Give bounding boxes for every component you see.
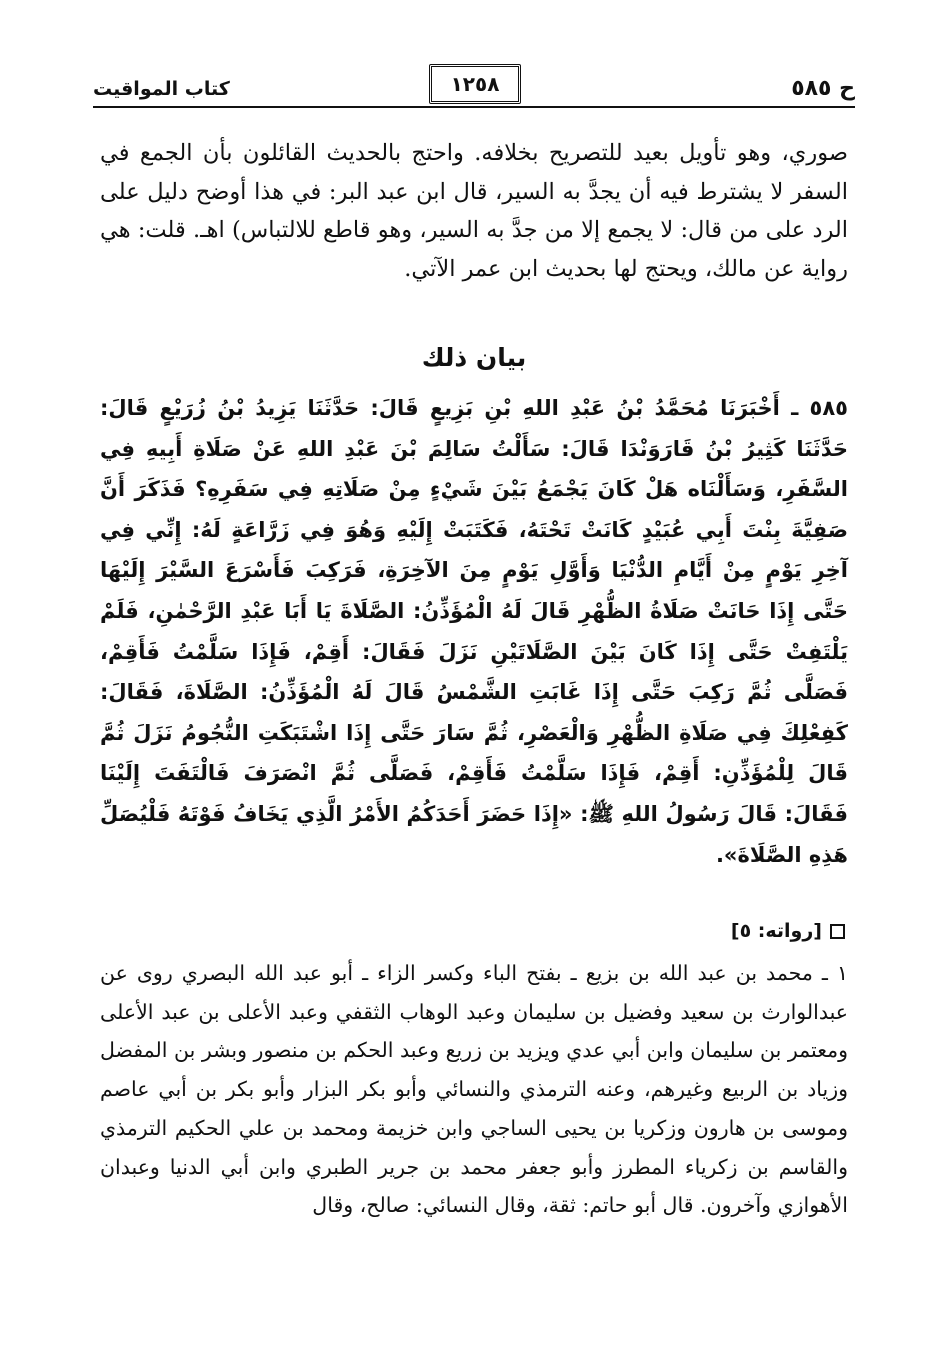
- square-bullet-icon: [830, 924, 845, 939]
- narrators-heading: [رواته: ٥]: [730, 920, 822, 942]
- narrators-paragraph: ١ ـ محمد بن عبد الله بن بزيع ـ بفتح الباء وكسر الزاء ـ أبو عبد الله البصري روى عن عبدالوارث بن سعيد وفضيل بن سليمان وعبد الوهاب الثقفي وعبد الأعلى بن عبد الأعلى ومعتمر بن سليمان وابن أبي عدي ويزيد بن زريع وعبد الحكم بن منصور وبشر بن المفضل وزياد بن الربيع وغيرهم، وعنه الترمذي والنسائي وأبو بكر البزار وأبو بكر بن أبي عاصم وموسى بن هارون وزكريا بن يحيى الساجي وابن خزيمة ومحمد بن علي الحكيم الترمذي والقاسم بن زكرياء المطرز وأبو جعفر محمد بن جرير الطبري وابن أبي الدنيا وعبدان الأهوازي وآخرون. قال أبو حاتم: ثقة، وقال النسائي: صالح، وقال: [100, 961, 848, 1218]
- book-title: كتاب المواقيت: [93, 78, 230, 100]
- header-divider: [93, 106, 855, 108]
- page-header: [93, 62, 855, 114]
- page-number: ١٢٥٨: [429, 64, 521, 104]
- hadith-reference: ح ٥٨٥: [791, 76, 855, 101]
- intro-paragraph: صوري، وهو تأويل بعيد للتصريح بخلافه. واحتج بالحديث القائلون بأن الجمع في السفر لا يشترط فيه أن يجدَّ به السير، قال ابن عبد البر: في هذا أوضح دليل على الرد على من قال: لا يجمع إلا من جدَّ به السير، وهو قاطع للالتباس) اهـ. قلت: هي رواية عن مالك، ويحتج لها بحديث ابن عمر الآتي.: [100, 140, 848, 282]
- section-heading: بيان ذلك: [421, 343, 527, 372]
- hadith-text: ٥٨٥ ـ أَخْبَرَنَا مُحَمَّدُ بْنُ عَبْدِ اللهِ بْنِ بَزِيعٍ قَالَ: حَدَّثَنَا يَزِيدُ بْنُ زُرَيْعٍ قَالَ: حَدَّثَنَا كَثِيرُ بْنُ قَارَوَنْدَا قَالَ: سَأَلْتُ سَالِمَ بْنَ عَبْدِ اللهِ عَنْ صَلَاةِ أَبِيهِ فِي السَّفَرِ، وَسَأَلْنَاه هَلْ كَانَ يَجْمَعُ بَيْنَ شَيْءٍ مِنْ صَلَاتِهِ فِي سَفَرِهِ؟ فَذَكَرَ أَنَّ صَفِيَّةَ بِنْتَ أَبِي عُبَيْدٍ كَانَتْ تَحْتَهُ، فَكَتَبَتْ إِلَيْهِ وَهُوَ فِي زَرَّاعَةٍ لَهُ: إِنِّي فِي آخِرِ يَوْمٍ مِنْ أَيَّامِ الدُّنْيَا وَأَوَّلِ يَوْمٍ مِنَ الآخِرَةِ، فَرَكِبَ فَأَسْرَعَ السَّيْرَ إِلَيْهَا حَتَّى إِذَا حَانَتْ صَلَاةُ الظُّهْرِ قَالَ لَهُ الْمُؤَذِّنُ: الصَّلَاةَ يَا أَبَا عَبْدِ الرَّحْمٰنِ، فَلَمْ يَلْتَفِتْ حَتَّى إِذَا كَانَ بَيْنَ الصَّلَاتَيْنِ نَزَلَ فَقَالَ: أَقِمْ، فَإِذَا سَلَّمْتُ فَأَقِمْ، فَصَلَّى ثُمَّ رَكِبَ حَتَّى إِذَا غَابَتِ الشَّمْسُ قَالَ لَهُ الْمُؤَذِّنُ: الصَّلَاةَ، فَقَالَ: كَفِعْلِكَ فِي صَلَاةِ الظُّهْرِ وَالْعَصْرِ، ثُمَّ سَارَ حَتَّى إِذَا اشْتَبَكَتِ النُّجُومُ نَزَلَ ثُمَّ قَالَ لِلْمُؤَذِّنِ: أَقِمْ، فَإِذَا سَلَّمْتُ فَأَقِمْ، فَصَلَّى ثُمَّ انْصَرَفَ فَالْتَفَتَ إِلَيْنَا فَقَالَ: قَالَ رَسُولُ اللهِ ﷺ: «إِذَا حَضَرَ أَحَدَكُمُ الأَمْرُ الَّذِي يَخَافُ فَوْتَهُ فَلْيُصَلِّ هَذِهِ الصَّلَاةَ».: [100, 396, 848, 867]
- narrators-heading-row: [731, 918, 845, 944]
